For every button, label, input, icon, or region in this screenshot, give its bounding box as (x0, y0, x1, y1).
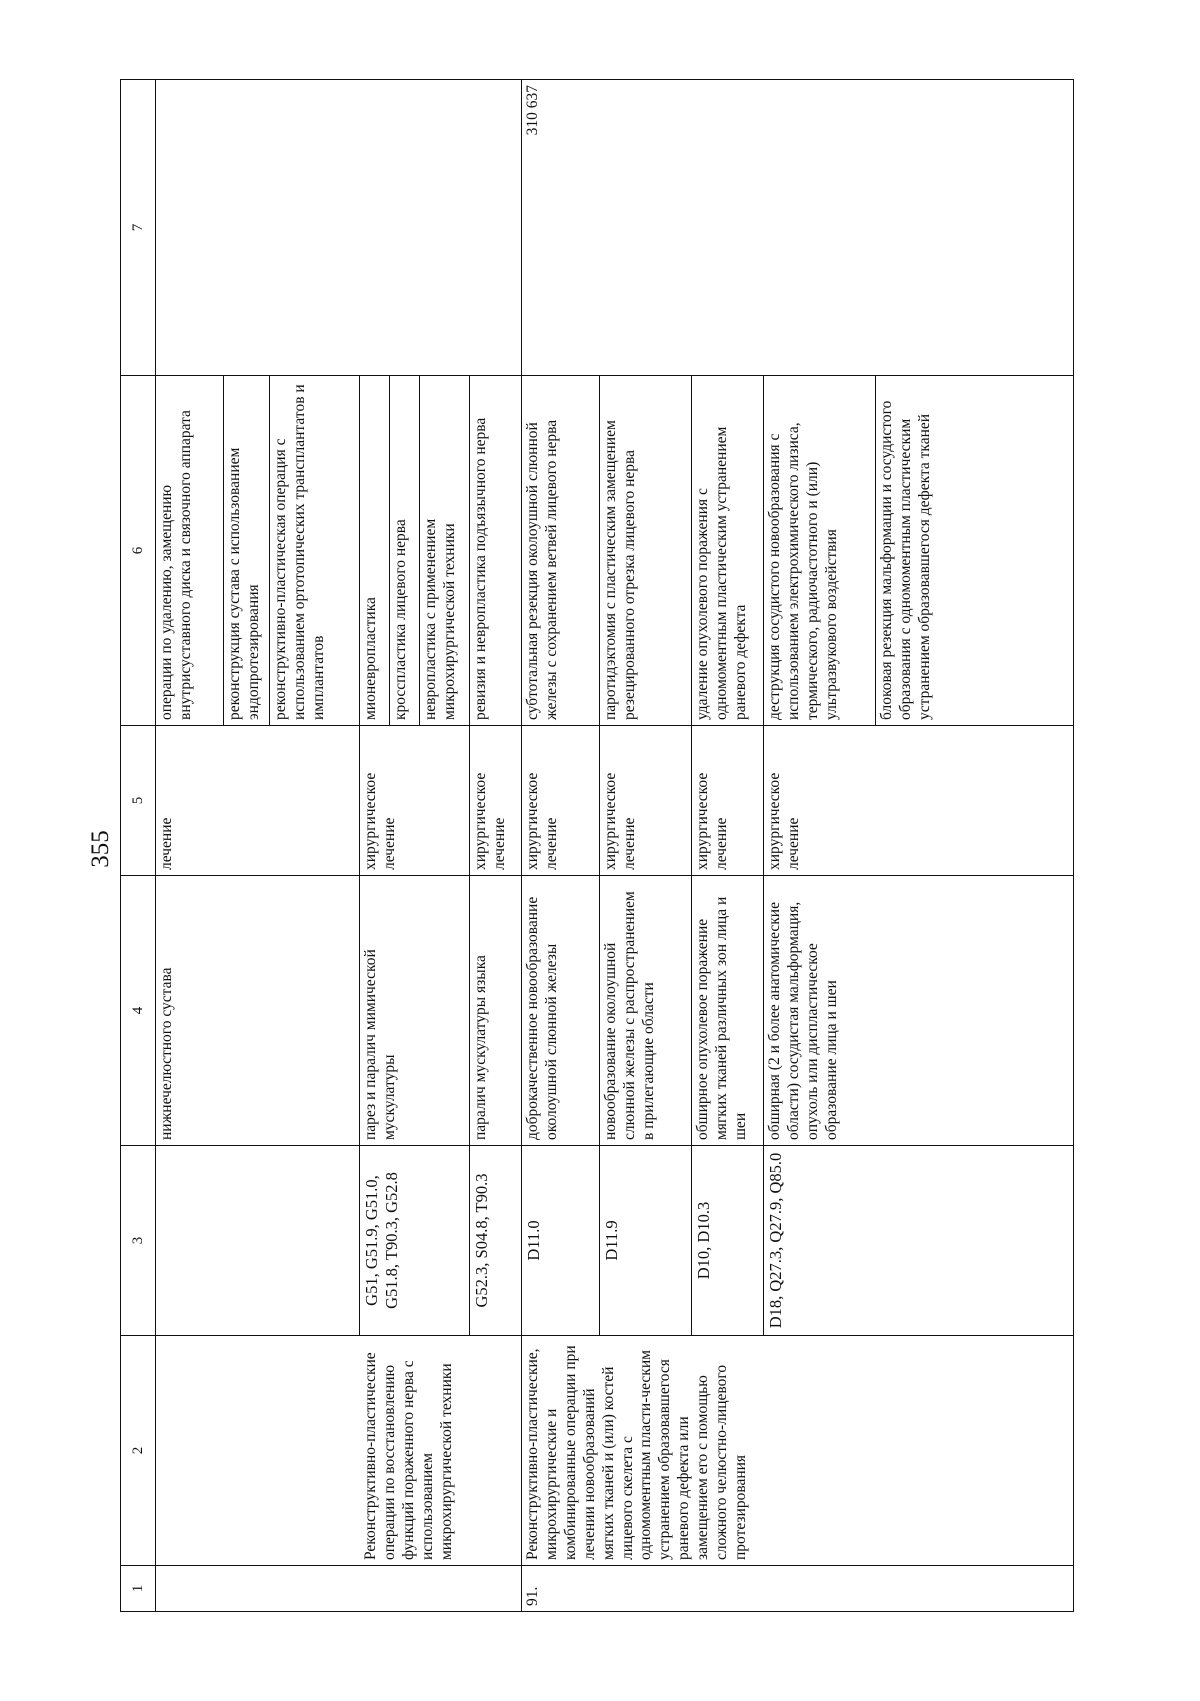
cell-disease: паралич мускулатуры языка (470, 876, 522, 1146)
cell-icd-codes: D10, D10.3 (692, 1146, 764, 1336)
cell-disease: новообразование околоушной слюнной железы с распространением в прилегающие области (600, 876, 692, 1146)
cell-icd-codes: G51, G51.9, G51.0, G51.8, T90.3, G52.8 (360, 1146, 470, 1336)
cell-col2 (156, 1336, 360, 1566)
header-row (121, 80, 156, 1612)
cell-method: невропластика с применением микрохирургической техники (420, 376, 470, 726)
table-row (522, 80, 600, 1612)
cell-procedure-group: Реконструктивно-пластические операции по восстановлению функций пораженного нерва с использованием микрохирургической техники (360, 1336, 522, 1566)
rotated-page (120, 80, 1074, 1612)
cell-icd-codes: D11.9 (600, 1146, 692, 1336)
page-number: 355 (86, 830, 114, 868)
rotated-table-frame (120, 80, 1074, 1612)
cell-treatment: хирургическое лечение (692, 726, 764, 876)
cell-treatment: хирургическое лечение (600, 726, 692, 876)
cell-method: удаление опухолевого поражения с одномоментным пластическим устранением раневого дефекта (692, 376, 764, 726)
cell-method: субтотальная резекция околоушной слюнной железы с сохранением ветвей лицевого нерва (522, 376, 600, 726)
cell-method: деструкция сосудистого новообразования с использованием электрохимического лизиса, термического, радиочастотного и (или) ультразвукового воздействия (764, 376, 876, 726)
cell-treatment: хирургическое лечение (522, 726, 600, 876)
cell-disease: парез и паралич мимической мускулатуры (360, 876, 470, 1146)
header-col-3: 3 (121, 1146, 156, 1336)
cell-col7 (156, 80, 522, 376)
cell-treatment: хирургическое лечение (470, 726, 522, 876)
cell-col1 (360, 1566, 522, 1612)
header-col-2: 2 (121, 1336, 156, 1566)
cell-col3 (156, 1146, 360, 1336)
cell-treatment: хирургическое лечение (764, 726, 1074, 876)
cell-procedure-group: Реконструктивно-пластические, микрохирургические и комбинированные операции при лечении новообразований мягких тканей и (или) костей лицевого скелета с одномоментным пласти-ческим устранением образовавшегося раневого дефекта или замещением его с помощью сложного челюстно-лицевого протезирования (522, 1336, 1074, 1566)
cell-item-number: 91. (522, 1566, 1074, 1612)
cell-disease: нижнечелюстного сустава (156, 876, 360, 1146)
cell-icd-codes: D18, Q27.3, Q27.9, Q85.0 (764, 1146, 1074, 1336)
cell-method: мионевропластика (360, 376, 390, 726)
cell-norm-cost: 310 637 (522, 80, 1074, 376)
table-row (156, 80, 224, 1612)
cell-icd-codes: G52.3, S04.8, T90.3 (470, 1146, 522, 1336)
cell-method: реконструктивно-пластическая операция с использованием ортотопических трансплантатов и имплантатов (270, 376, 360, 726)
cell-disease: обширная (2 и более анатомические области) сосудистая мальформация, опухоль или диспластическое образование лица и шеи (764, 876, 1074, 1146)
cell-method: реконструкция сустава с использованием эндопротезирования (224, 376, 270, 726)
cell-treatment: хирургическое лечение (360, 726, 470, 876)
header-col-4: 4 (121, 876, 156, 1146)
cell-disease: обширное опухолевое поражение мягких тканей различных зон лица и шеи (692, 876, 764, 1146)
cell-method: операции по удалению, замещению внутрисуставного диска и связочного аппарата (156, 376, 224, 726)
header-col-1: 1 (121, 1566, 156, 1612)
cell-col1 (156, 1566, 360, 1612)
header-col-7: 7 (121, 80, 156, 376)
cell-method: кросспластика лицевого нерва (390, 376, 420, 726)
cell-method: ревизия и невропластика подъязычного нерва (470, 376, 522, 726)
procedures-table (120, 79, 1074, 1612)
cell-icd-codes: D11.0 (522, 1146, 600, 1336)
cell-treatment: лечение (156, 726, 360, 876)
cell-method: блоковая резекция мальформации и сосудистого образования с одномоментным пластическим устранением образовавшегося дефекта тканей (876, 376, 1074, 726)
cell-disease: доброкачественное новообразование околоушной слюнной железы (522, 876, 600, 1146)
header-col-6: 6 (121, 376, 156, 726)
cell-method: паротидэктомия с пластическим замещением резецированного отрезка лицевого нерва (600, 376, 692, 726)
header-col-5: 5 (121, 726, 156, 876)
